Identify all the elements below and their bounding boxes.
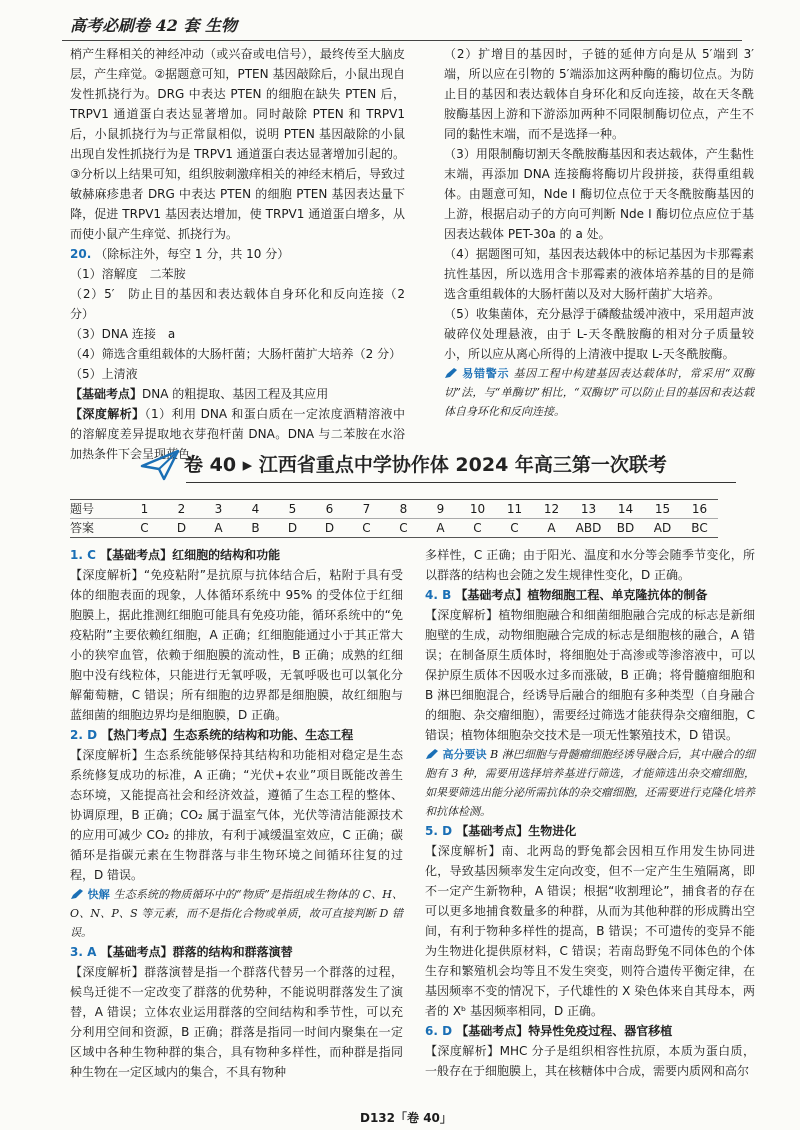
- question-3-continued: 多样性，C 正确；由于阳光、温度和水分等会随季节变化，所以群落的结构也会随之发生规律性变化，D 正确。: [425, 548, 755, 582]
- knowledge-point: 【基础考点】DNA 的粗提取、基因工程及其应用: [70, 387, 329, 401]
- answer-line-1: （1）溶解度 二苯胺: [70, 267, 186, 281]
- question-number-cell: 13: [570, 500, 607, 519]
- answer-cell: A: [200, 519, 237, 538]
- question-number-cell: 9: [422, 500, 459, 519]
- top-left-column: [70, 44, 405, 464]
- section-banner: [140, 448, 740, 482]
- analysis-part-2: （2）扩增目的基因时，子链的延伸方向是从 5′端到 3′端，所以应在引物的 5′端添加这两种酶的酶切位点。为防止目的基因和表达载体自身环化和反向连接，故在天冬酰胺酶基因上游和下游添加两种不同限制酶切位点，产生不同的黏性末端，而不是选择一种。: [444, 47, 754, 141]
- answer-cell: C: [126, 519, 163, 538]
- question-3-analysis: 【深度解析】群落演替是指一个群落代替另一个群落的过程，候鸟迁徙不一定改变了群落的优势种，不能说明群落发生了演替，A 错误；立体农业运用群落的空间结构和季节性，可以充分利用空间和资源，B 正确；群落是指同一时间内聚集在一定区域中各种生物种群的集合，具有物种多样性，而种群是指同种生物在一定区域内的集合，不具有物种: [70, 965, 403, 1079]
- question-number-cell: 4: [237, 500, 274, 519]
- answer-cell: A: [422, 519, 459, 538]
- pencil-icon: [425, 748, 439, 760]
- high-score-tip: 高分要诀 B 淋巴细胞与骨髓瘤细胞经诱导融合后，其中融合的细胞有 3 种，需要用选择培养基进行筛选，才能筛选出杂交瘤细胞，如果要筛选出能分泌所需抗体的杂交瘤细胞，还需要进行克隆化培养和抗体检测。: [425, 748, 755, 818]
- answer-cell: AD: [644, 519, 681, 538]
- header-rule: [62, 40, 742, 41]
- question-20-header: 20. （除标注外，每空 1 分，共 10 分）: [70, 247, 290, 261]
- answer-cell: A: [533, 519, 570, 538]
- question-number-cell: 11: [496, 500, 533, 519]
- error-warning-tip: 易错警示 基因工程中构建基因表达载体时，常采用“双酶切”法，与“单酶切”相比，“双酶切”可以防止目的基因和表达载体自身环化和反向连接。: [444, 367, 755, 418]
- answer-cell: C: [459, 519, 496, 538]
- question-5-analysis: 【深度解析】南、北两岛的野兔都会因相互作用发生协同进化，导致基因频率发生定向改变，但不一定产生生殖隔离，即不一定产生新物种，A 错误；根据“收割理论”，捕食者的存在可以更多地捕食数量多的种群，从而为其他种群的形成腾出空间，有利于物种多样性的提高，B 错误；不可遗传的变异不能为生物进化提供原材料，C 错误；若南岛野兔不同体色的个体生存和繁殖机会均等且不发生突变，则符合遗传平衡定律，在基因频率不变的情况下，子代雄性的 X 染色体来自其母本，两者的 Xᵇ 基因频率相同，D 正确。: [425, 844, 755, 1018]
- answer-cell: ABD: [570, 519, 607, 538]
- tip-label: 易错警示: [462, 367, 510, 380]
- question-3-header: 3. A 【基础考点】群落的结构和群落演替: [70, 945, 293, 959]
- answer-line-3: （3）DNA 连接 a: [70, 327, 176, 341]
- answer-cell: C: [385, 519, 422, 538]
- answer-cell: D: [274, 519, 311, 538]
- analysis-part-5: （5）收集菌体，充分悬浮于磷酸盐缓冲液中，采用超声波破碎仪处理悬液，由于 L-天冬酰胺酶的相对分子质量较小，所以应从离心所得的上清液中提取 L-天冬酰胺酶。: [444, 307, 754, 361]
- bottom-left-column: [70, 545, 403, 1082]
- question-2-header: 2. D 【热门考点】生态系统的结构和功能、生态工程: [70, 728, 354, 742]
- question-number-row: [70, 500, 718, 519]
- page-header: 高考必刷卷 42 套 生物: [70, 16, 237, 35]
- analysis-part-3: （3）用限制酶切割天冬酰胺酶基因和表达载体，产生黏性末端，再添加 DNA 连接酶将酶切片段拼接，获得重组载体。由题意可知，Nde Ⅰ 酶切位点位于天冬酰胺酶基因的上游，根据启动子的方向可判断 Nde Ⅰ 酶切位点应位于基因表达载体 PET-30a 的 a 处。: [444, 147, 754, 241]
- continued-explanation: 梢产生释相关的神经冲动（或兴奋或电信号），最终传至大脑皮层，产生痒觉。②据题意可知，PTEN 基因敲除后，小鼠出现自发性抓挠行为。DRG 中表达 PTEN 的细胞在缺失 PTEN 后，TRPV1 通道蛋白表达显著增加。同时敲除 PTEN 和 TRPV1 后，小鼠抓挠行为与正常鼠相似，说明 PTEN 基因敲除的小鼠出现自发性抓挠行为是 TRPV1 通道蛋白表达显著增加引起的。③分析以上结果可知，组织胺刺激痒相关的神经末梢后，导致过敏赫麻疹患者 DRG 中表达 PTEN 的细胞 PTEN 基因表达量下降，促进 TRPV1 基因表达增加，使 TRPV1 通道蛋白增多，从而使小鼠产生痒觉、抓挠行为。: [70, 47, 405, 241]
- answer-line-5: （5）上清液: [70, 367, 138, 381]
- answer-cell: D: [163, 519, 200, 538]
- banner-rule: [186, 482, 736, 483]
- question-number-cell: 5: [274, 500, 311, 519]
- question-1-analysis: 【深度解析】“免疫粘附”是抗原与抗体结合后，粘附于具有受体的细胞表面的现象，人体循环系统中 95% 的受体位于红细胞膜上，据此推测红细胞可能具有免疫功能，循环系统中的“免疫粘附”主要依赖红细胞，A 正确；红细胞能通过小于其正常大小的狭窄血管，依赖于细胞膜的流动性，B 正确；成熟的红细胞中没有线粒体，只能进行无氧呼吸，无氧呼吸也可以氧化分解葡萄糖，C 错误；所有细胞的边界都是细胞膜，故红细胞与蓝细菌的细胞边界均是细胞膜，D 正确。: [70, 568, 403, 722]
- pencil-icon: [444, 367, 458, 379]
- row-label: 题号: [70, 500, 126, 519]
- answer-cell: BC: [681, 519, 718, 538]
- row-label: 答案: [70, 519, 126, 538]
- bottom-right-column: [425, 545, 755, 1081]
- top-right-column: [444, 44, 754, 421]
- answer-table: [70, 499, 718, 538]
- question-number-cell: 3: [200, 500, 237, 519]
- question-2-analysis: 【深度解析】生态系统能够保持其结构和功能相对稳定是生态系统修复成功的标准，A 正确；“光伏+农业”项目既能改善生态环境，又能提高社会和经济效益，遵循了生态工程的整体、协调原理，B 正确；CO₂ 属于温室气体，光伏等清洁能源技术的应用可减少 CO₂ 的排放，有利于减缓温室效应，C 正确；碳循环是指碳元素在生物群落与非生物环境之间循环往复的过程，D 错误。: [70, 748, 403, 882]
- exam-title: 卷 40 ▸ 江西省重点中学协作体 2024 年高三第一次联考: [184, 454, 667, 476]
- answer-cell: C: [348, 519, 385, 538]
- quick-solve-tip: 快解 生态系统的物质循环中的“物质”是指组成生物体的 C、H、O、N、P、S 等元素，而不是指化合物或单质，故可直接判断 D 错误。: [70, 888, 404, 939]
- question-1-header: 1. C 【基础考点】红细胞的结构和功能: [70, 548, 281, 562]
- question-number-cell: 1: [126, 500, 163, 519]
- answer-row: [70, 519, 718, 538]
- question-number-cell: 7: [348, 500, 385, 519]
- question-6-header: 6. D 【基础考点】特异性免疫过程、器官移植: [425, 1024, 673, 1038]
- question-6-analysis: 【深度解析】MHC 分子是组织相容性抗原，本质为蛋白质，一般存在于细胞膜上，其在核糖体中合成，需要内质网和高尔: [425, 1044, 755, 1078]
- question-4-header: 4. B 【基础考点】植物细胞工程、单克隆抗体的制备: [425, 588, 708, 602]
- answer-cell: BD: [607, 519, 644, 538]
- answer-line-4: （4）筛选含重组载体的大肠杆菌；大肠杆菌扩大培养（2 分）: [70, 347, 402, 361]
- question-number-cell: 2: [163, 500, 200, 519]
- question-5-header: 5. D 【基础考点】生物进化: [425, 824, 577, 838]
- question-number-cell: 6: [311, 500, 348, 519]
- pencil-icon: [70, 888, 84, 900]
- deep-analysis: 【深度解析】（1）利用 DNA 和蛋白质在一定浓度酒精溶液中的溶解度差异提取地衣芽孢杆菌 DNA。DNA 与二苯胺在水浴加热条件下会呈现蓝色。: [70, 407, 405, 461]
- question-number-cell: 8: [385, 500, 422, 519]
- question-number-cell: 10: [459, 500, 496, 519]
- question-number-cell: 12: [533, 500, 570, 519]
- answer-line-2: （2）5′ 防止目的基因和表达载体自身环化和反向连接（2 分）: [70, 287, 405, 321]
- answer-cell: D: [311, 519, 348, 538]
- question-number-cell: 14: [607, 500, 644, 519]
- answer-cell: B: [237, 519, 274, 538]
- page-footer: D132「卷 40」: [360, 1111, 452, 1125]
- paper-plane-icon: [140, 448, 180, 482]
- question-number-cell: 15: [644, 500, 681, 519]
- question-4-analysis: 【深度解析】植物细胞融合和细菌细胞融合完成的标志是新细胞壁的生成，动物细胞融合完成的标志是细胞核的融合，A 错误；在制备原生质体时，将细胞处于高渗或等渗溶液中，可以保护原生质体不因吸水过多而涨破，B 正确；将骨髓瘤细胞和 B 淋巴细胞混合，经诱导后融合的细胞有多种类型（自身融合的细胞、杂交瘤细胞），需要经过筛选才能获得杂交瘤细胞，C 错误；植物体细胞杂交技术是一项无性繁殖技术，D 错误。: [425, 608, 755, 742]
- analysis-part-4: （4）据题图可知，基因表达载体中的标记基因为卡那霉素抗性基因，所以选用含卡那霉素的液体培养基的目的是筛选含重组载体的大肠杆菌以及对大肠杆菌扩大培养。: [444, 247, 754, 301]
- question-number-cell: 16: [681, 500, 718, 519]
- question-number: 20.: [70, 247, 92, 261]
- answer-cell: C: [496, 519, 533, 538]
